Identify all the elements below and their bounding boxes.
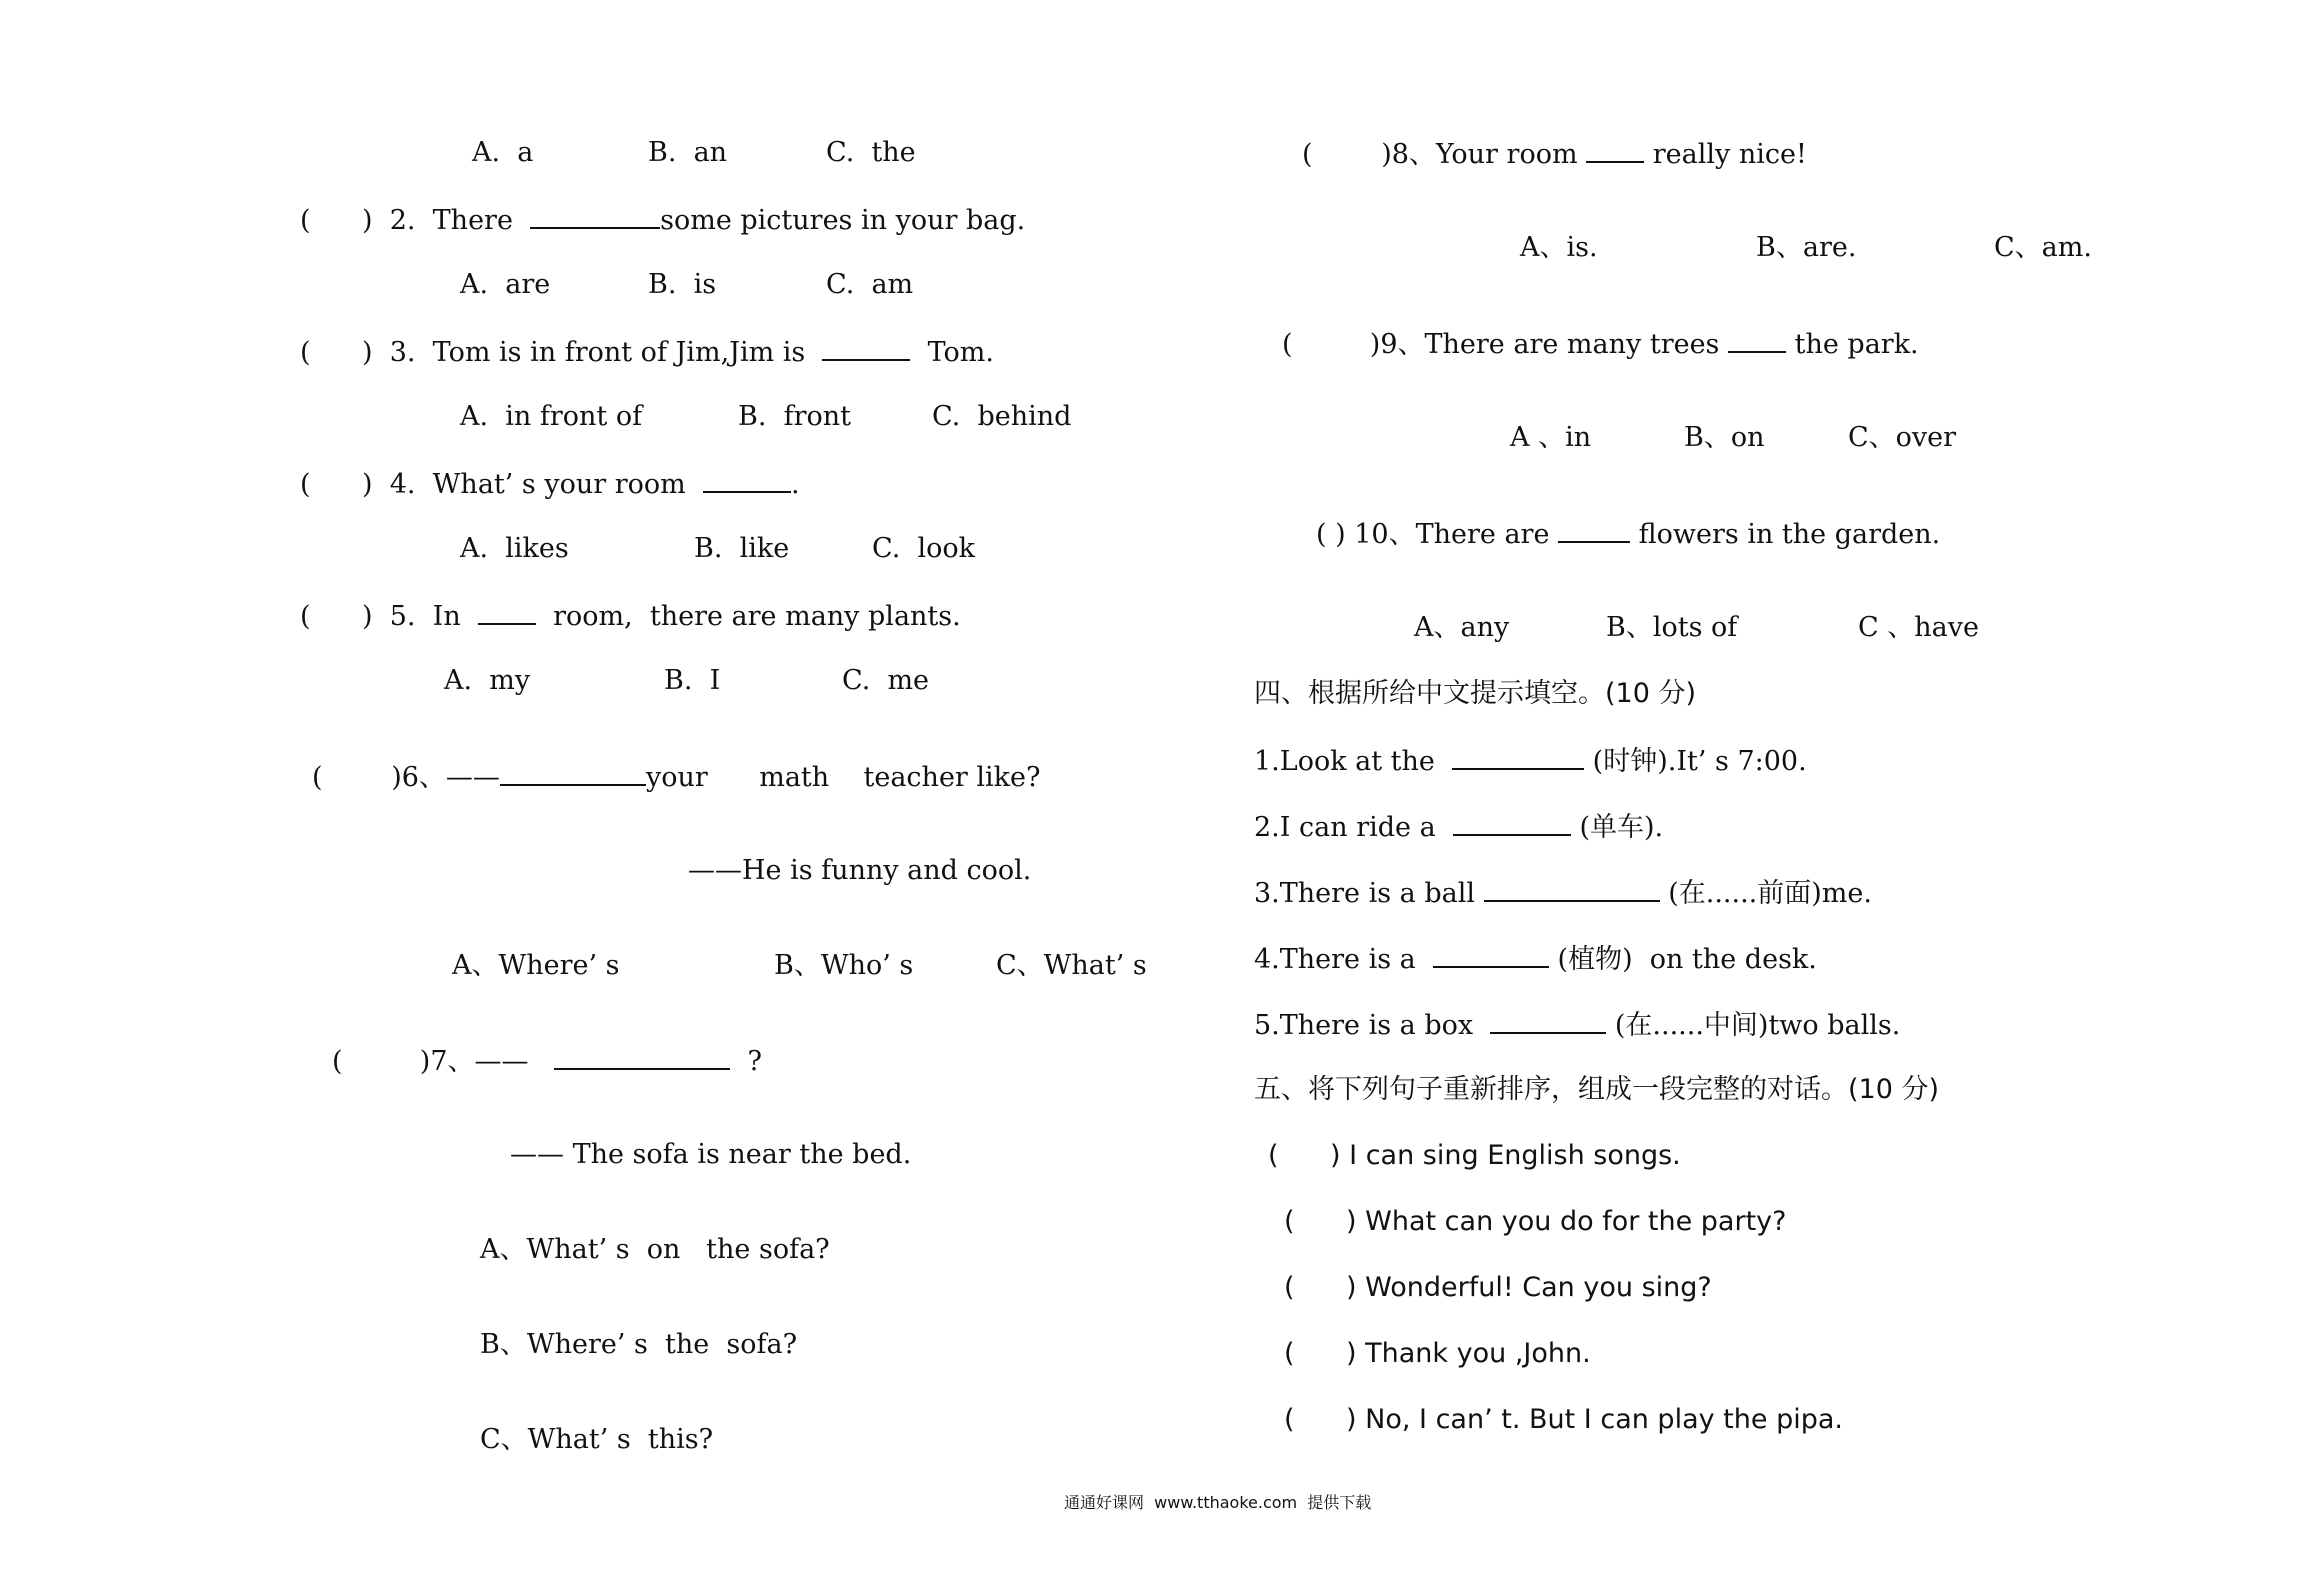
question-text: )8、Your room [1381, 139, 1578, 170]
answer-paren[interactable]: ( ) [1268, 1140, 1341, 1171]
s5-item-2 [1284, 1204, 1786, 1240]
q1-option-c: C. the [826, 137, 916, 168]
question-text: flowers in the garden. [1638, 519, 1941, 550]
dialog-sentence: What can you do for the party? [1365, 1206, 1787, 1237]
question-text: your math teacher like? [645, 762, 1041, 793]
q1-option-b: B. an [648, 137, 728, 168]
answer-blank[interactable] [1433, 940, 1549, 968]
q10-option-a: A、any [1414, 612, 1510, 643]
s5-item-4 [1284, 1336, 1591, 1372]
item-text: 1.Look at the [1254, 746, 1435, 777]
answer-paren[interactable]: ( [312, 762, 323, 793]
question-text: There [432, 205, 513, 236]
answer-blank[interactable] [1453, 808, 1571, 836]
q4-option-a: A. likes [460, 533, 569, 564]
answer-paren[interactable]: ( ) [1284, 1206, 1357, 1237]
q4-option-b: B. like [694, 533, 790, 564]
answer-paren[interactable]: ( ) [300, 205, 373, 236]
answer-paren[interactable]: ( ) [1284, 1404, 1357, 1435]
s4-item-3 [1254, 874, 1872, 912]
question-text: really nice! [1652, 139, 1807, 170]
q2-option-b: B. is [648, 269, 717, 300]
q6-option-a: A、Where’ s [452, 950, 620, 981]
answer-blank[interactable] [1490, 1006, 1606, 1034]
section-4-title: 四、根据所给中文提示填空。(10 分) [1254, 678, 1697, 709]
q1-option-a: A. a [472, 137, 534, 168]
question-text: 10、There are [1354, 519, 1550, 550]
question-9 [1282, 325, 1919, 363]
item-text: (植物) on the desk. [1557, 944, 1817, 975]
s5-item-1 [1268, 1138, 1681, 1174]
dialog-sentence: No, I can’ t. But I can play the pipa. [1365, 1404, 1843, 1435]
q5-option-c: C. me [842, 665, 930, 696]
q3-option-a: A. in front of [460, 401, 643, 432]
dialog-sentence: Wonderful! Can you sing? [1365, 1272, 1712, 1303]
q10-option-c: C 、have [1858, 612, 1979, 643]
question-text: the park. [1794, 329, 1919, 360]
q5-option-a: A. my [444, 665, 531, 696]
s4-item-1 [1254, 742, 1807, 780]
answer-paren[interactable]: ( ) [1284, 1338, 1357, 1369]
question-text: In [432, 601, 461, 632]
item-text: 3.There is a ball [1254, 878, 1476, 909]
page-footer: 通通好课网 www.tthaoke.com 提供下载 [1064, 1493, 1372, 1512]
answer-blank[interactable] [478, 597, 536, 625]
answer-paren[interactable]: ( [1282, 329, 1293, 360]
q9-option-c: C、over [1848, 422, 1957, 453]
answer-blank[interactable] [703, 465, 791, 493]
q8-option-a: A、is. [1520, 232, 1598, 263]
q5-option-b: B. I [664, 665, 721, 696]
answer-blank[interactable] [1452, 742, 1584, 770]
s5-item-5 [1284, 1402, 1843, 1438]
question-number: 5. [389, 601, 416, 632]
q6-option-b: B、Who’ s [774, 950, 914, 981]
question-number: )6、—— [391, 762, 500, 793]
answer-blank[interactable] [1728, 325, 1786, 353]
answer-blank[interactable] [1558, 515, 1630, 543]
answer-paren[interactable]: ( ) [300, 469, 373, 500]
item-text: (在......前面)me. [1668, 878, 1872, 909]
item-text: (单车). [1579, 812, 1664, 843]
dialog-sentence: I can sing English songs. [1349, 1140, 1681, 1171]
question-text: room, there are many plants. [553, 601, 961, 632]
s5-item-3 [1284, 1270, 1712, 1306]
answer-blank[interactable] [530, 201, 660, 229]
answer-paren[interactable]: ( ) [300, 337, 373, 368]
question-number: 4. [389, 469, 416, 500]
question-10 [1316, 515, 1940, 553]
answer-paren[interactable]: ( [332, 1046, 343, 1077]
answer-paren[interactable]: ( [1302, 139, 1313, 170]
s4-item-2 [1254, 808, 1663, 846]
question-4 [300, 465, 800, 503]
answer-paren[interactable]: ( ) [1284, 1272, 1357, 1303]
question-number: 3. [389, 337, 416, 368]
question-6 [312, 758, 1041, 796]
section-5-title: 五、将下列句子重新排序，组成一段完整的对话。(10 分) [1254, 1074, 1940, 1105]
q3-option-b: B. front [738, 401, 851, 432]
q7-option-c: C、What’ s this? [480, 1424, 714, 1455]
dialog-sentence: Thank you ,John. [1365, 1338, 1591, 1369]
question-7 [332, 1042, 762, 1080]
s4-item-5 [1254, 1006, 1900, 1044]
question-3 [300, 333, 994, 371]
q2-option-a: A. are [460, 269, 551, 300]
q4-option-c: C. look [872, 533, 975, 564]
q7-answer-line: —— The sofa is near the bed. [510, 1139, 912, 1170]
s4-item-4 [1254, 940, 1817, 978]
q10-option-b: B、lots of [1606, 612, 1738, 643]
question-text: . [790, 469, 800, 500]
answer-blank[interactable] [554, 1042, 730, 1070]
answer-blank[interactable] [500, 758, 646, 786]
question-text: some pictures in your bag. [660, 205, 1026, 236]
question-text: )9、There are many trees [1369, 329, 1720, 360]
question-text: Tom. [927, 337, 994, 368]
q2-option-c: C. am [826, 269, 914, 300]
question-text: ? [747, 1046, 762, 1077]
item-text: (在......中间)two balls. [1614, 1010, 1901, 1041]
q9-option-b: B、on [1684, 422, 1765, 453]
answer-blank[interactable] [822, 333, 910, 361]
item-text: 5.There is a box [1254, 1010, 1474, 1041]
item-text: 2.I can ride a [1254, 812, 1436, 843]
item-text: 4.There is a [1254, 944, 1416, 975]
q9-option-a: A 、in [1510, 422, 1592, 453]
question-2 [300, 201, 1025, 239]
q7-option-b: B、Where’ s the sofa? [480, 1329, 798, 1360]
question-text: Tom is in front of Jim,Jim is [432, 337, 806, 368]
answer-paren[interactable]: ( ) [300, 601, 373, 632]
q6-answer-line: ——He is funny and cool. [688, 855, 1032, 886]
q7-option-a: A、What’ s on the sofa? [480, 1234, 830, 1265]
answer-blank[interactable] [1586, 135, 1644, 163]
q8-option-c: C、am. [1994, 232, 2092, 263]
answer-blank[interactable] [1484, 874, 1660, 902]
q3-option-c: C. behind [932, 401, 1072, 432]
question-text: What’ s your room [432, 469, 686, 500]
q8-option-b: B、are. [1756, 232, 1857, 263]
q6-option-c: C、What’ s [996, 950, 1147, 981]
question-number: 2. [389, 205, 416, 236]
question-5 [300, 597, 961, 635]
item-text: (时钟).It’ s 7:00. [1592, 746, 1807, 777]
answer-paren[interactable]: ( ) [1316, 519, 1346, 550]
question-number: )7、—— [419, 1046, 529, 1077]
question-8 [1302, 135, 1807, 173]
